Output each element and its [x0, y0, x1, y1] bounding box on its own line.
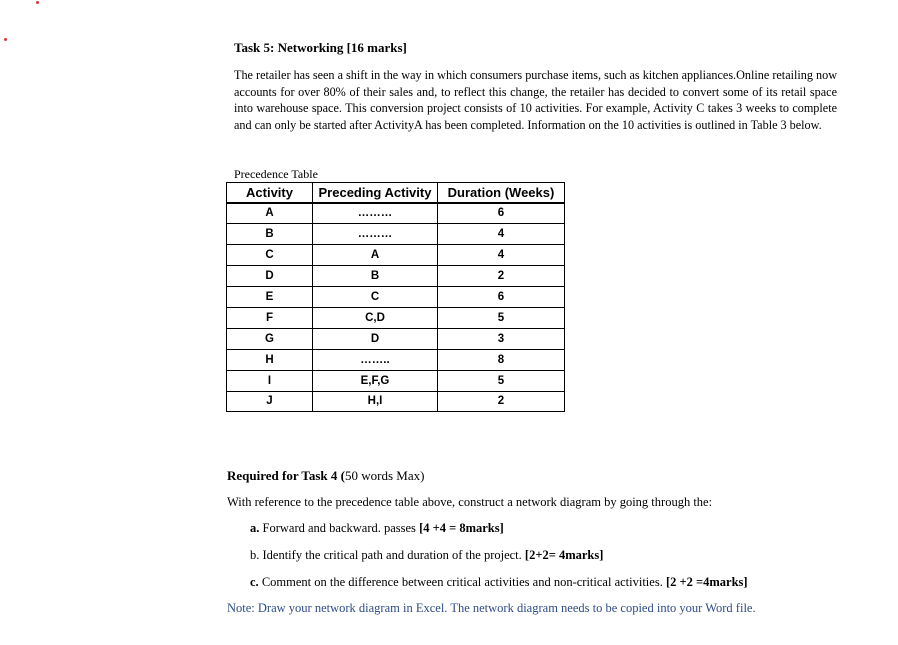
item-letter: a. [250, 521, 260, 535]
item-letter: b. [250, 548, 260, 562]
table-header-row [227, 183, 565, 203]
item-marks: [2 +2 =4marks] [665, 575, 748, 589]
red-dot-marker [4, 38, 7, 41]
activity-cell: D [227, 266, 313, 287]
activity-cell: G [227, 328, 313, 349]
task-title: Task 5: Networking [16 marks] [234, 40, 407, 55]
required-heading-rest: 50 words Max) [345, 468, 425, 483]
table-row [227, 370, 565, 391]
preceding-cell: D [313, 328, 438, 349]
duration-cell: 5 [438, 370, 565, 391]
item-marks: [4 +4 = 8marks] [419, 521, 504, 535]
column-header-preceding: Preceding Activity [313, 183, 438, 203]
preceding-cell: …….. [313, 349, 438, 370]
table-row [227, 349, 565, 370]
duration-cell: 2 [438, 266, 565, 287]
required-heading [227, 468, 424, 484]
table-row [227, 287, 565, 308]
activity-cell: H [227, 349, 313, 370]
activity-cell: J [227, 391, 313, 412]
duration-cell: 3 [438, 328, 565, 349]
preceding-cell: A [313, 245, 438, 266]
table-row [227, 245, 565, 266]
duration-cell: 5 [438, 307, 565, 328]
table-row [227, 266, 565, 287]
requirement-item-b [250, 548, 603, 563]
duration-cell: 4 [438, 224, 565, 245]
item-letter: c. [250, 575, 259, 589]
activity-cell: C [227, 245, 313, 266]
item-text: Forward and backward. passes [259, 521, 420, 535]
requirement-item-a [250, 521, 504, 536]
table-row [227, 203, 565, 224]
duration-cell: 6 [438, 203, 565, 224]
table-row [227, 307, 565, 328]
activity-cell: E [227, 287, 313, 308]
activity-cell: A [227, 203, 313, 224]
preceding-cell: ……… [313, 203, 438, 224]
activity-cell: F [227, 307, 313, 328]
note-text: Note: Draw your network diagram in Excel. The network diagram needs to be copied into your Word file. [227, 601, 756, 615]
table-row [227, 391, 565, 412]
preceding-cell: ……… [313, 224, 438, 245]
preceding-cell: C,D [313, 307, 438, 328]
preceding-cell: H,I [313, 391, 438, 412]
precedence-table [226, 182, 565, 412]
duration-cell: 2 [438, 391, 565, 412]
table-row [227, 328, 565, 349]
item-text: Identify the critical path and duration of the project. [259, 548, 525, 562]
duration-cell: 8 [438, 349, 565, 370]
duration-cell: 6 [438, 287, 565, 308]
table-caption: Precedence Table [234, 167, 318, 181]
red-dot-marker [36, 1, 39, 4]
item-marks: [2+2= 4marks] [524, 548, 604, 562]
preceding-cell: E,F,G [313, 370, 438, 391]
required-instructions: With reference to the precedence table above, construct a network diagram by going through the: [227, 495, 713, 509]
column-header-activity: Activity [227, 183, 313, 203]
activity-cell: B [227, 224, 313, 245]
task-intro-paragraph: The retailer has seen a shift in the way in which consumers purchase items, such as kitchen appliances.Online retailing now accounts for over 80% of their sales and, to reflect this change, the retailer has decided to convert some of its retail space into warehouse space. This conversion project consists of 10 activities. For example, Activity C takes 3 weeks to complete and can only be started after ActivityA has been completed. Information on the 10 activities is outlined in Table 3 below. [234, 68, 837, 132]
preceding-cell: C [313, 287, 438, 308]
required-heading-bold: Required for Task 4 ( [227, 468, 345, 483]
activity-cell: I [227, 370, 313, 391]
item-text: Comment on the difference between critical activities and non-critical activities. [258, 575, 666, 589]
duration-cell: 4 [438, 245, 565, 266]
preceding-cell: B [313, 266, 438, 287]
column-header-duration: Duration (Weeks) [438, 183, 565, 203]
table-row [227, 224, 565, 245]
requirement-item-c [250, 575, 748, 590]
